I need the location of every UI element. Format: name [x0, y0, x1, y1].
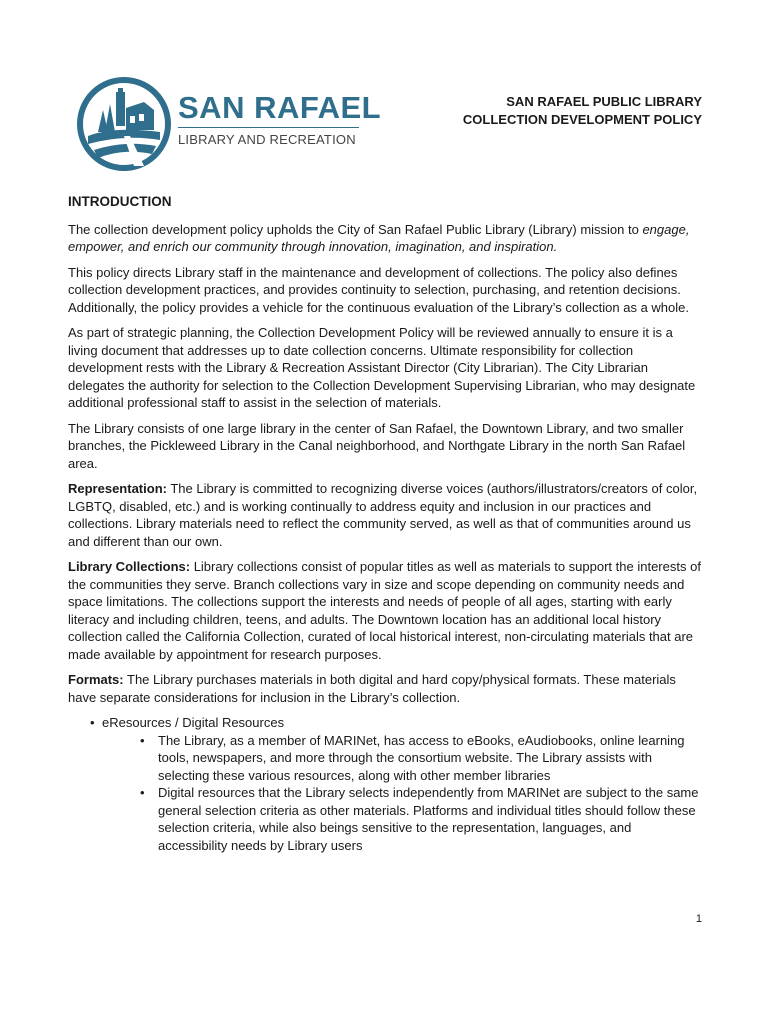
mission-statement: engage, empower, and enrich our community through innovation, imagination, and inspiration.: [68, 221, 690, 254]
sub-list-item-text: Digital resources that the Library selects independently from MARINet are subject to the same general selection criteria as other materials. Platforms and individual titles should follow these selection criteria, while also beings sensitive to the representation, languages, and accessibility needs by Library users: [158, 785, 699, 853]
bullet-icon: •: [140, 785, 145, 800]
mission-prefix: The collection development policy upholds the City of San Rafael Public Library (Library) mission to: [68, 221, 643, 237]
collections-paragraph: [68, 558, 704, 663]
sub-list-item-text: The Library, as a member of MARINet, has access to eBooks, eAudiobooks, online learning tools, newspapers, and more through the consortium website. The Library assists with selecting these various resources, along with other member libraries: [158, 732, 685, 783]
formats-paragraph: [68, 671, 704, 706]
representation-paragraph: [68, 480, 704, 550]
formats-text: The Library purchases materials in both digital and hard copy/physical formats. These materials have separate considerations for inclusion in the Library’s collection.: [68, 672, 676, 705]
bullet-icon: •: [140, 732, 145, 748]
title-line-1: SAN RAFAEL PUBLIC LIBRARY: [506, 94, 702, 109]
formats-list: [68, 714, 704, 854]
page-number: 1: [695, 913, 702, 925]
formats-label: Formats:: [68, 672, 124, 687]
sub-list: [102, 732, 704, 855]
logo-name: SAN RAFAEL: [178, 90, 382, 125]
list-item-title: eResources / Digital Resources: [102, 715, 285, 730]
document-body: [68, 193, 704, 854]
collections-text: Library collections consist of popular titles as well as materials to support the interests of the communities they serve. Branch collections vary in size and scope depending on community needs and space limitations. The collections support the interests and needs of people of all ages, starting with early literacy and including children, teens, and adults. The Downtown location has an additional local history collection called the California Collection, curated of local historical interest, non-circulating materials that are made available by appointment for research purposes.: [68, 559, 701, 662]
logo-subtitle: LIBRARY AND RECREATION: [178, 132, 356, 147]
intro-paragraph-planning: As part of strategic planning, the Collection Development Policy will be reviewed annually to ensure it is a living document that addresses up to date collection concerns. Ultimate responsibility for collection development rests with the Library & Recreation Assistant Director (City Librarian). The City Librarian delegates the authority for selection to the Collection Development Supervising Librarian, who may designate additional professional staff to assist in the selection of materials.: [68, 325, 696, 410]
library-building-seal-icon: [74, 74, 174, 174]
list-item: [68, 714, 704, 854]
san-rafael-logo: [74, 74, 382, 174]
sub-list-item: [102, 732, 704, 785]
representation-text: The Library is committed to recognizing diverse voices (authors/illustrators/creators of color, LGBTQ, disabled, etc.) and is working continually to address equity and inclusion in our practices and collections. Library materials need to reflect the community served, as well as that of communities around us and different than our own.: [68, 481, 698, 549]
document-title: [463, 93, 702, 129]
bullet-icon: •: [90, 715, 95, 730]
intro-paragraph-locations: The Library consists of one large library in the center of San Rafael, the Downtown Library, and two smaller branches, the Pickleweed Library in the Canal neighborhood, and Northgate Library in the north San Rafael area.: [68, 420, 686, 471]
intro-paragraph-mission: [68, 221, 704, 256]
representation-label: Representation:: [68, 481, 167, 496]
logo-divider: [178, 127, 359, 128]
section-heading-introduction: INTRODUCTION: [68, 194, 172, 209]
intro-paragraph-purpose: This policy directs Library staff in the maintenance and development of collections. The policy also defines collection development practices, and provides continuity to selection, purchasing, and retention decisions. Additionally, the policy provides a vehicle for the continuous evaluation of the Library’s collection as a whole.: [68, 264, 689, 315]
sub-list-item: [102, 784, 704, 854]
title-line-2: COLLECTION DEVELOPMENT POLICY: [462, 112, 702, 127]
collections-label: Library Collections:: [68, 559, 191, 574]
